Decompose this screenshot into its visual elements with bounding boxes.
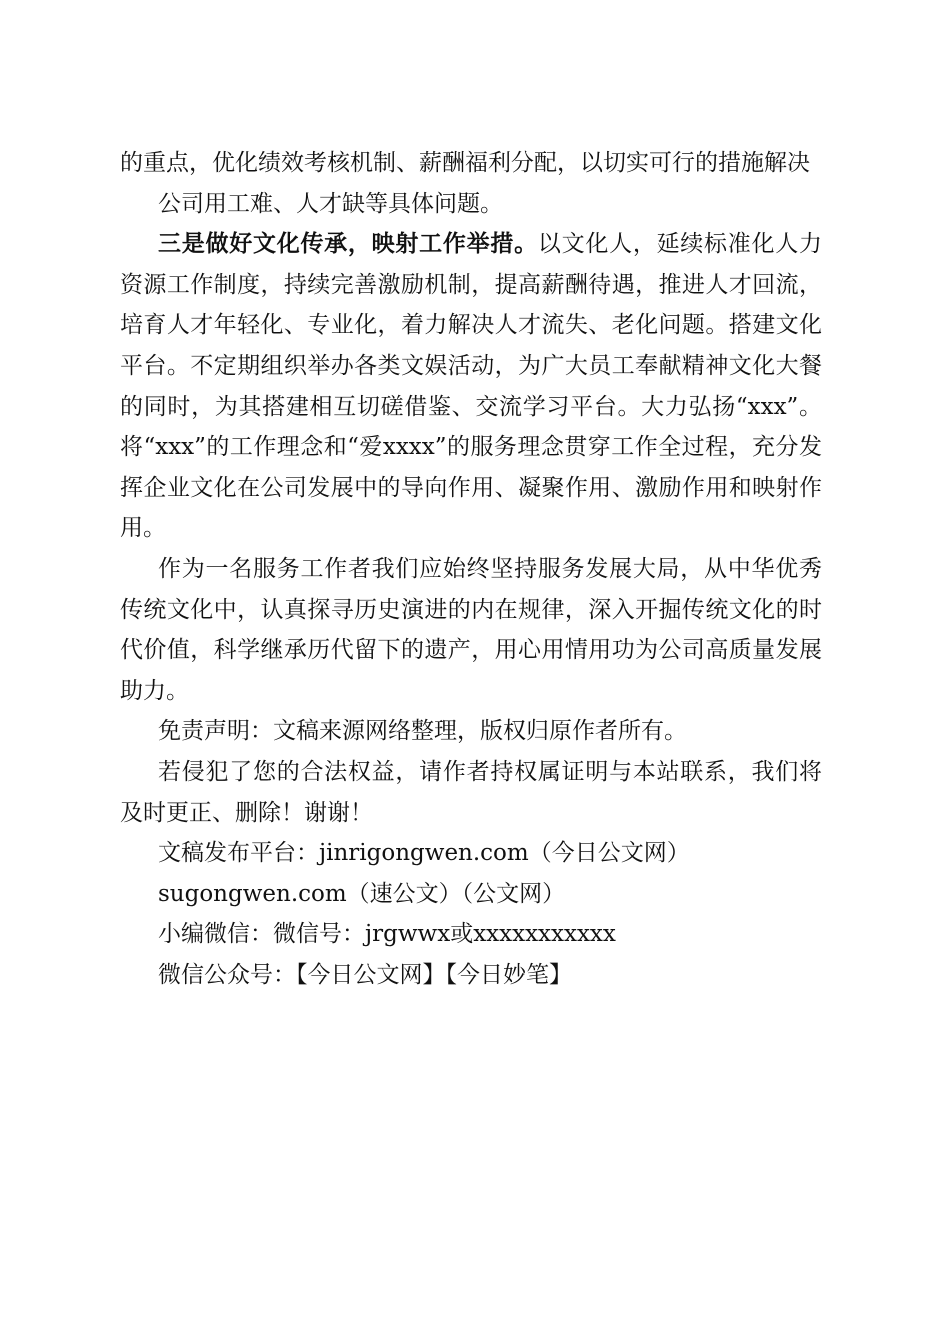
paragraph-conclusion: 作为一名服务工作者我们应始终坚持服务发展大局，从中华优秀传统文化中，认真探寻历史演进的内在规律，深入开掘传统文化的时代价值，科学继承历代留下的遗产，用心用情用功为公司高质量发展助力。 xyxy=(120,555,822,704)
document-body xyxy=(120,143,822,995)
paragraph-continuation-end: 公司用工难、人才缺等具体问题。 xyxy=(158,190,503,217)
alternate-site-line: sugongwen.com（速公文）（公文网） xyxy=(158,880,566,907)
publishing-platform-line: 文稿发布平台：jinrigongwen.com（今日公文网） xyxy=(158,840,690,867)
paragraph-culture-inheritance xyxy=(120,224,822,549)
disclaimer-line: 免责声明：文稿来源网络整理，版权归原作者所有。 xyxy=(158,718,687,745)
paragraph-continuation: 的重点，优化绩效考核机制、薪酬福利分配，以切实可行的措施解决 xyxy=(120,150,810,176)
wechat-official-account-line: 微信公众号：【今日公文网】【今日妙笔】 xyxy=(158,961,572,988)
editor-wechat-line: 小编微信：微信号：jrgwwx或xxxxxxxxxxx xyxy=(158,921,616,948)
paragraph-lead-heading: 三是做好文化传承，映射工作举措。 xyxy=(158,231,538,258)
paragraph-body-text: 以文化人，延续标准化人力资源工作制度，持续完善激励机制，提高薪酬待遇，推进人才回流，培育人才年轻化、专业化，着力解决人才流失、老化问题。搭建文化平台。不定期组织举办各类文娱活动，为广大员工奉献精神文化大餐的同时，为其搭建相互切磋借鉴、交流学习平台。大力弘扬“xxx”。将“xxx”的工作理念和“爱xxxx”的服务理念贯穿工作全过程，充分发挥企业文化在公司发展中的导向作用、凝聚作用、激励作用和映射作用。 xyxy=(120,231,823,542)
infringement-notice: 若侵犯了您的合法权益，请作者持权属证明与本站联系，我们将及时更正、删除！谢谢！ xyxy=(120,758,822,826)
